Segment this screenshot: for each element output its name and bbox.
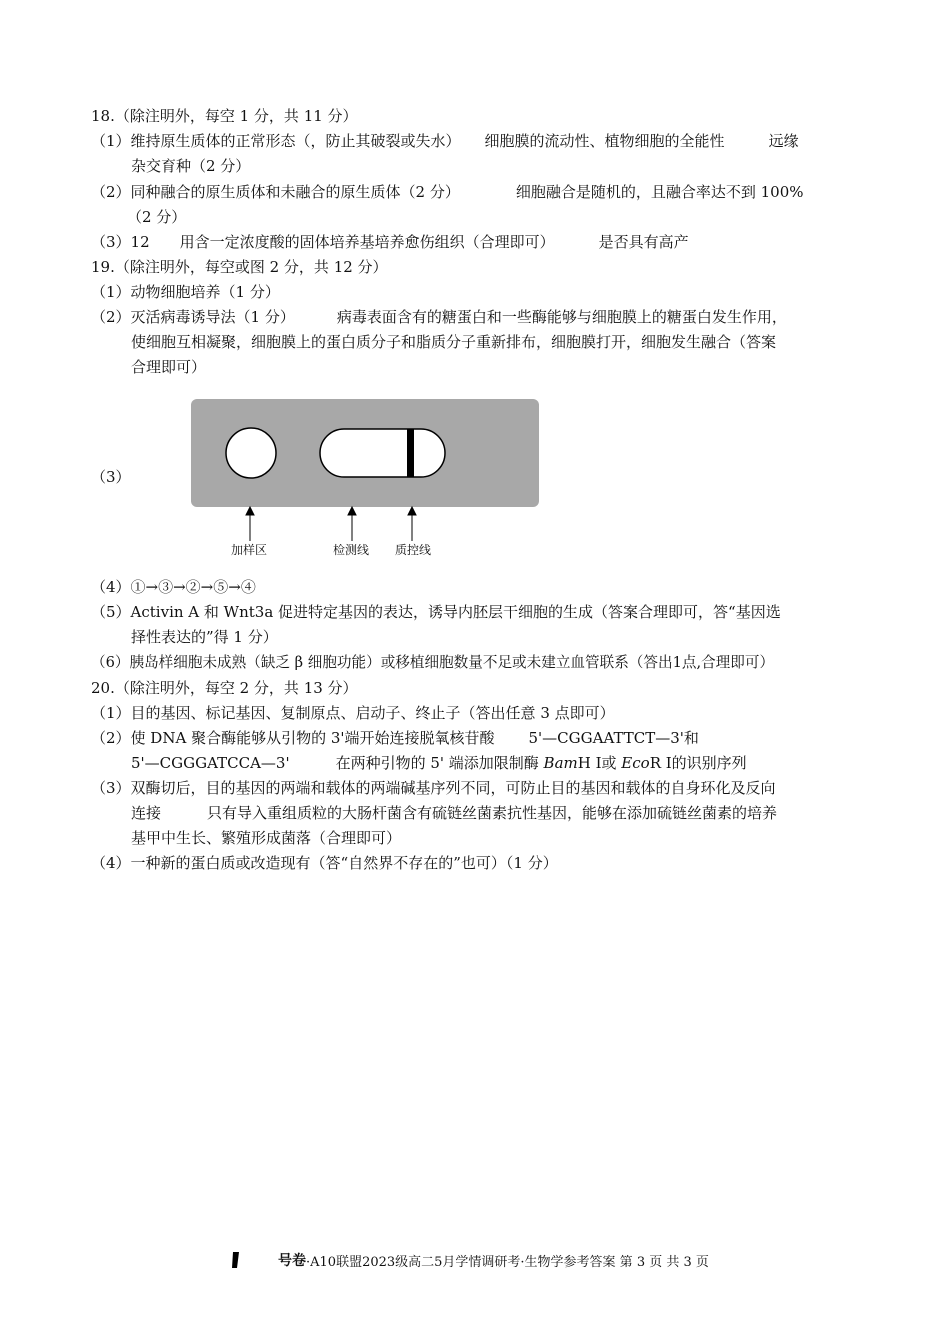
q19-answer-5-cont: 择性表达的”得 1 分） bbox=[131, 628, 278, 646]
q19-answer-5: （5）Activin A 和 Wnt3a 促进特定基因的表达，诱导内胚层干细胞的生成（答案合理即可，答“基因选 bbox=[91, 603, 781, 621]
q20-primer-2: 5'—CGGGATCCA—3' bbox=[131, 754, 290, 772]
q19-answer-2-a: （2）灭活病毒诱导法（1 分） bbox=[91, 308, 295, 326]
q18-answer-2-cont: （2 分） bbox=[127, 208, 187, 226]
q18-answer-1-b: 细胞膜的流动性、植物细胞的全能性 bbox=[484, 132, 725, 150]
q18-answer-3 bbox=[91, 232, 689, 252]
q18-answer-3-c: 是否具有高产 bbox=[598, 233, 689, 251]
brand-logo-icon bbox=[230, 1250, 276, 1270]
page-footer bbox=[230, 1250, 709, 1270]
q20-answer-3-cont-2: 基甲中生长、繁殖形成菌落（合理即可） bbox=[131, 829, 402, 847]
q20-heading: 20.（除注明外，每空 2 分，共 13 分） bbox=[91, 679, 358, 697]
q20-enzyme-bam: Bam bbox=[543, 754, 578, 772]
q20-answer-1: （1）目的基因、标记基因、复制原点、启动子、终止子（答出任意 3 点即可） bbox=[91, 704, 615, 722]
label-test-line: 检测线 bbox=[333, 543, 370, 557]
q19-answer-6: （6）胰岛样细胞未成熟（缺乏 β 细胞功能）或移植细胞数量不足或未建立血管联系（答出1点,合理即可） bbox=[91, 654, 775, 671]
test-strip-diagram bbox=[191, 399, 539, 507]
diagram-arrows bbox=[190, 505, 450, 545]
sample-well bbox=[226, 428, 276, 478]
control-line-band bbox=[407, 429, 414, 477]
q19-answer-1: （1）动物细胞培养（1 分） bbox=[91, 283, 280, 301]
q19-answer-3-label: （3） bbox=[91, 468, 131, 486]
q20-enzyme-eco: Eco bbox=[621, 754, 650, 772]
q18-answer-2-b: 细胞融合是随机的，且融合率达不到 100% bbox=[515, 183, 804, 201]
q18-heading: 18.（除注明外，每空 1 分，共 11 分） bbox=[91, 107, 358, 125]
q19-heading: 19.（除注明外，每空或图 2 分，共 12 分） bbox=[91, 258, 388, 276]
footer-text: ·A10联盟2023级高二5月学情调研考·生物学参考答案 第 3 页 共 3 页 bbox=[306, 1254, 709, 1270]
q20-answer-3-cont-1 bbox=[131, 803, 777, 823]
label-control-line: 质控线 bbox=[395, 543, 432, 557]
footer-brand: 号卷 bbox=[278, 1253, 306, 1269]
arrow-test-icon bbox=[348, 507, 356, 515]
q18-answer-1-cont: 杂交育种（2 分） bbox=[131, 157, 251, 175]
q20-answer-3-c: 只有导入重组质粒的大肠杆菌含有硫链丝菌素抗性基因，能够在添加硫链丝菌素的培养 bbox=[207, 804, 778, 822]
label-sample-zone: 加样区 bbox=[231, 543, 268, 557]
q20-answer-3: （3）双酶切后，目的基因的两端和载体的两端碱基序列不同，可防止目的基因和载体的自身环化及反向 bbox=[91, 779, 776, 797]
q20-answer-3-b: 连接 bbox=[131, 804, 162, 822]
q20-answer-4: （4）一种新的蛋白质或改造现有（答“自然界不存在的”也可）（1 分） bbox=[91, 854, 558, 872]
q18-answer-1-c: 远缘 bbox=[768, 132, 799, 150]
q20-answer-2-a: （2）使 DNA 聚合酶能够从引物的 3'端开始连接脱氧核苷酸 bbox=[91, 729, 495, 747]
result-window bbox=[320, 429, 445, 477]
q19-answer-2 bbox=[91, 307, 787, 327]
q18-answer-2 bbox=[91, 182, 804, 202]
q20-answer-2-cont bbox=[131, 753, 747, 773]
q19-answer-2-cont-1: 使细胞互相凝聚，细胞膜上的蛋白质分子和脂质分子重新排布，细胞膜打开，细胞发生融合（答案 bbox=[131, 333, 777, 351]
q19-answer-2-b: 病毒表面含有的糖蛋白和一些酶能够与细胞膜上的糖蛋白发生作用， bbox=[336, 308, 787, 326]
q20-answer-2-b: 5'—CGGAATTCT—3'和 bbox=[528, 729, 699, 747]
q19-answer-4: （4）①→③→②→⑤→④ bbox=[91, 578, 256, 596]
arrow-control-icon bbox=[408, 507, 416, 515]
q20-answer-2 bbox=[91, 728, 699, 748]
q20-answer-2-d5: R I的识别序列 bbox=[649, 754, 747, 772]
q18-answer-1 bbox=[91, 131, 799, 151]
q20-answer-2-d3: H I或 bbox=[577, 754, 622, 772]
q19-answer-2-cont-2: 合理即可） bbox=[131, 358, 207, 376]
q20-answer-2-d1: 在两种引物的 5' 端添加限制酶 bbox=[335, 754, 544, 772]
arrow-sample-icon bbox=[246, 507, 254, 515]
q18-answer-3-b: 用含一定浓度酸的固体培养基培养愈伤组织（合理即可） bbox=[179, 233, 555, 251]
q18-answer-1-a: （1）维持原生质体的正常形态（，防止其破裂或失水） bbox=[91, 132, 461, 150]
q18-answer-2-a: （2）同种融合的原生质体和未融合的原生质体（2 分） bbox=[91, 183, 460, 201]
q18-answer-3-a: （3）12 bbox=[91, 233, 150, 251]
